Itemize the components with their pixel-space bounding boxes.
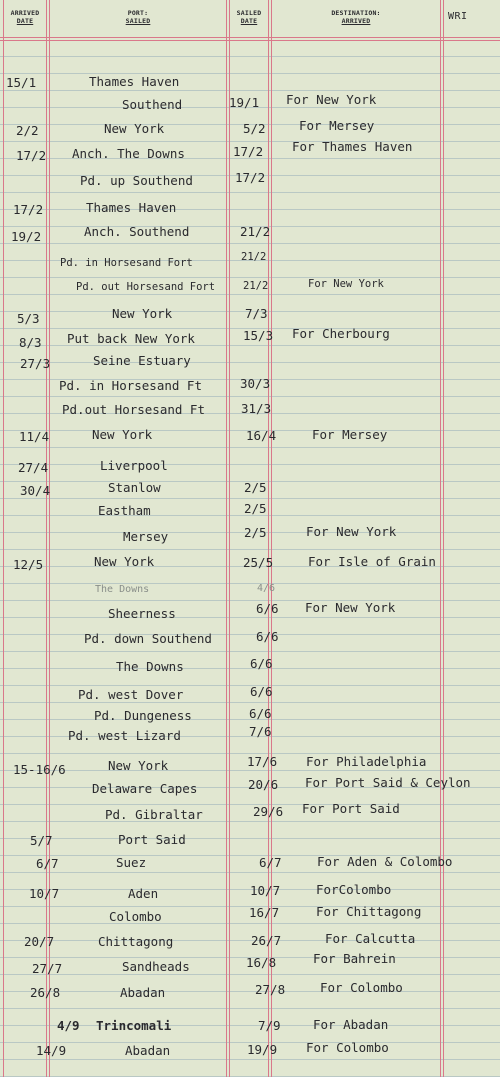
port-name: New York [112, 306, 173, 321]
sailed-date: 7/6 [249, 724, 272, 739]
column-rule [440, 0, 441, 1077]
arrived-date: 26/8 [30, 985, 61, 1000]
header-sailed: SAILED DATE [236, 9, 262, 25]
port-name: Pd. down Southend [84, 631, 212, 646]
port-name: Thames Haven [86, 200, 177, 215]
port-name: Stanlow [108, 480, 161, 495]
port-name: Pd. in Horsesand Ft [59, 378, 202, 393]
destination: For Mersey [312, 427, 388, 442]
destination: For New York [286, 92, 377, 107]
arrived-date: 15-16/6 [13, 762, 66, 777]
arrived-date: 6/7 [36, 856, 59, 871]
column-rule [226, 0, 227, 1077]
column-rule [229, 0, 230, 1077]
sailed-date: 19/1 [229, 95, 260, 110]
column-rule [3, 0, 4, 1077]
port-name: Chittagong [98, 934, 174, 949]
destination: For Abadan [313, 1017, 389, 1032]
destination: For Isle of Grain [308, 554, 436, 569]
header-port: PORT: SAILED [125, 9, 151, 25]
port-name: Pd. out Horsesand Fort [76, 281, 216, 293]
sailed-date: 21/2 [243, 280, 269, 292]
sailed-date: 16/8 [246, 955, 277, 970]
sailed-date: 21/2 [241, 251, 267, 263]
sailed-date: 7/3 [245, 306, 268, 321]
port-name: Abadan [125, 1043, 171, 1058]
arrived-date: 10/7 [29, 886, 60, 901]
destination: For Cherbourg [292, 326, 390, 341]
arrived-date: 30/4 [20, 483, 51, 498]
arrived-date: 8/3 [19, 335, 42, 350]
destination: For Port Said [302, 801, 400, 816]
port-name: New York [92, 427, 153, 442]
sailed-date: 7/9 [258, 1018, 281, 1033]
sailed-date: 2/5 [244, 525, 267, 540]
destination: For Chittagong [316, 904, 422, 919]
sailed-date: 17/6 [247, 754, 278, 769]
sailed-date: 21/2 [240, 224, 271, 239]
sailed-date: 17/2 [233, 144, 264, 159]
port-name: Put back New York [67, 331, 195, 346]
sailed-date: 2/5 [244, 501, 267, 516]
port-name: Thames Haven [89, 74, 180, 89]
port-name: The Downs [95, 584, 150, 595]
port-name: Pd. up Southend [80, 173, 193, 188]
sailed-date: 10/7 [250, 883, 281, 898]
sailed-date: 15/3 [243, 328, 274, 343]
destination: For Philadelphia [306, 754, 427, 769]
arrived-date: 27/3 [20, 356, 51, 371]
port-name: Mersey [123, 529, 169, 544]
port-name: Anch. Southend [84, 224, 190, 239]
port-name: Liverpool [100, 458, 168, 473]
destination: For Calcutta [325, 931, 416, 946]
port-name: Colombo [109, 909, 162, 924]
port-name: Pd. west Dover [78, 687, 184, 702]
port-name: Pd. west Lizard [68, 728, 181, 743]
arrived-date: 20/7 [24, 934, 55, 949]
arrived-date: 27/7 [32, 961, 63, 976]
port-name: Aden [128, 886, 159, 901]
port-name: Pd.out Horsesand Ft [62, 402, 205, 417]
sailed-date: 16/4 [246, 428, 277, 443]
arrived-date: 2/2 [16, 123, 39, 138]
column-rule [49, 0, 50, 1077]
arrived-date: 14/9 [36, 1043, 67, 1058]
destination: For Thames Haven [292, 139, 413, 154]
sailed-date: 6/7 [259, 855, 282, 870]
port-name: Pd. Dungeness [94, 708, 192, 723]
arrived-date: 12/5 [13, 557, 44, 572]
arrived-date: 5/7 [30, 833, 53, 848]
port-name: Suez [116, 855, 147, 870]
port-name: Abadan [120, 985, 166, 1000]
sailed-date: 6/6 [256, 629, 279, 644]
port-name: The Downs [116, 659, 184, 674]
port-name: New York [108, 758, 169, 773]
sailed-date: 26/7 [251, 933, 282, 948]
destination: For Bahrein [313, 951, 396, 966]
port-name: Delaware Capes [92, 781, 198, 796]
destination: For New York [308, 278, 384, 290]
sailed-date: 16/7 [249, 905, 280, 920]
port-name: New York [94, 554, 155, 569]
port-name: New York [104, 121, 165, 136]
destination: For Colombo [320, 980, 403, 995]
port-name: Trincomali [96, 1018, 172, 1033]
destination: For Colombo [306, 1040, 389, 1055]
arrived-date: 19/2 [11, 229, 42, 244]
sailed-date: 6/6 [250, 684, 273, 699]
destination: For New York [306, 524, 397, 539]
destination: ForColombo [316, 882, 392, 897]
port-name: Southend [122, 97, 183, 112]
port-name: Port Said [118, 832, 186, 847]
port-name: Sheerness [108, 606, 176, 621]
sailed-date: 6/6 [250, 656, 273, 671]
destination: For New York [305, 600, 396, 615]
sailed-date: 20/6 [248, 777, 279, 792]
sailed-date: 6/6 [256, 601, 279, 616]
sailed-date: 2/5 [244, 480, 267, 495]
port-name: Pd. Gibraltar [105, 807, 203, 822]
sailed-date: 25/5 [243, 555, 274, 570]
sailed-date: 27/8 [255, 982, 286, 997]
destination: For Aden & Colombo [317, 854, 453, 869]
header-rule [0, 37, 500, 38]
sailed-date: 29/6 [253, 804, 284, 819]
column-rule [46, 0, 47, 1077]
destination: For Port Said & Ceylon [305, 775, 471, 790]
sailed-date: 31/3 [241, 401, 272, 416]
sailed-date: 17/2 [235, 170, 266, 185]
sailed-date: 6/6 [249, 706, 272, 721]
port-name: Pd. in Horsesand Fort [60, 257, 193, 269]
arrived-date: 17/2 [16, 148, 47, 163]
arrived-date: 27/4 [18, 460, 49, 475]
arrived-date: 5/3 [17, 311, 40, 326]
header-wri: WRI [448, 11, 468, 22]
arrived-date: 11/4 [19, 429, 50, 444]
destination: For Mersey [299, 118, 375, 133]
arrived-date: 15/1 [6, 75, 37, 90]
arrived-date: 4/9 [57, 1018, 80, 1033]
sailed-date: 4/6 [257, 583, 276, 594]
port-name: Seine Estuary [93, 353, 191, 368]
sailed-date: 5/2 [243, 121, 266, 136]
arrived-date: 17/2 [13, 202, 44, 217]
header-destination: DESTINATION: ARRIVED [331, 9, 381, 25]
sailed-date: 19/9 [247, 1042, 278, 1057]
port-name: Eastham [98, 503, 151, 518]
port-name: Anch. The Downs [72, 146, 185, 161]
port-name: Sandheads [122, 959, 190, 974]
sailed-date: 30/3 [240, 376, 271, 391]
header-rule [0, 40, 500, 41]
column-rule [443, 0, 444, 1077]
header-arrived: ARRIVED DATE [10, 9, 40, 25]
